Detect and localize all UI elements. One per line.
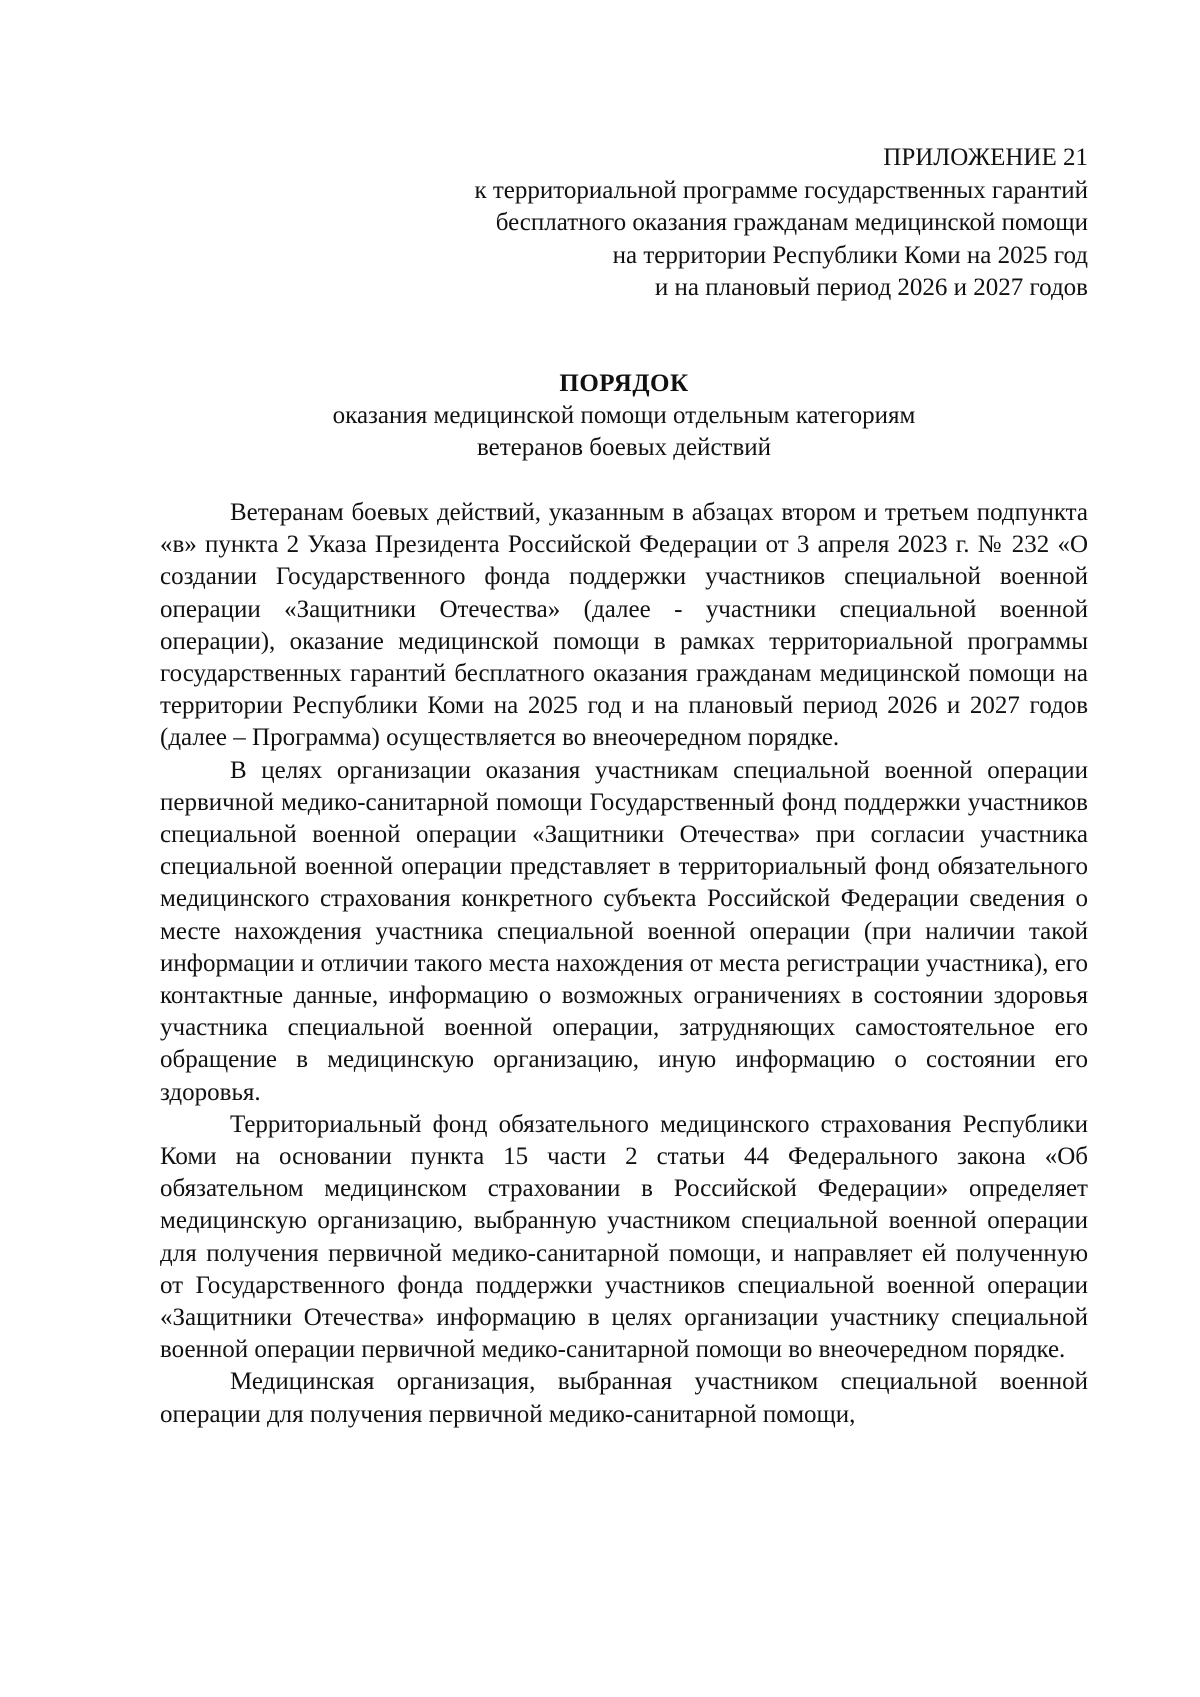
document-subtitle-line: оказания медицинской помощи отдельным категориям <box>332 402 916 429</box>
appendix-header <box>328 142 1088 305</box>
document-subtitle-line: ветеранов боевых действий <box>476 434 772 461</box>
paragraph: Ветеранам боевых действий, указанным в абзацах втором и третьем подпункта «в» пункта 2 Указа Президента Российской Федерации от 3 апреля 2023 г. № 232 «О создании Государственного фонда поддержки участников специальной военной операции «Защитники Отечества» (далее - участники специальной военной операции), оказание медицинской помощи в рамках территориальной программы государственных гарантий бесплатного оказания гражданам медицинской помощи на территории Республики Коми на 2025 год и на плановый период 2026 и 2027 годов (далее – Программа) осуществляется во внеочередном порядке. <box>160 499 1088 752</box>
document-body <box>160 497 1088 1431</box>
appendix-number: ПРИЛОЖЕНИЕ 21 <box>883 144 1088 171</box>
document-heading <box>160 368 1088 464</box>
paragraph: Медицинская организация, выбранная участником специальной военной операции для получения первичной медико-санитарной помощи, <box>160 1368 1088 1428</box>
appendix-line: на территории Республики Коми на 2025 год <box>612 241 1088 269</box>
document-title: ПОРЯДОК <box>559 370 689 397</box>
paragraph: Территориальный фонд обязательного медицинского страхования Республики Коми на основании пункта 15 части 2 статьи 44 Федерального закона «Об обязательном медицинском страховании в Российской Федерации» определяет медицинскую организацию, выбранную участником специальной военной операции для получения первичной медико-санитарной помощи, и направляет ей полученную от Государственного фонда поддержки участников специальной военной операции «Защитники Отечества» информацию в целях организации участнику специальной военной операции первичной медико-санитарной помощи во внеочередном порядке. <box>160 1110 1088 1364</box>
appendix-line: и на плановый период 2026 и 2027 годов <box>654 274 1088 301</box>
paragraph: В целях организации оказания участникам специальной военной операции первичной медико-санитарной помощи Государственный фонд поддержки участников специальной военной операции «Защитники Отечества» при согласии участника специальной военной операции представляет в территориальный фонд обязательного медицинского страхования конкретного субъекта Российской Федерации сведения о месте нахождения участника специальной военной операции (при наличии такой информации и отличии такого места нахождения от места регистрации участника), его контактные данные, информацию о возможных ограничениях в состоянии здоровья участника специальной военной операции, затрудняющих самостоятельное его обращение в медицинскую организацию, иную информацию о состоянии его здоровья. <box>160 756 1088 1106</box>
appendix-line: бесплатного оказания гражданам медицинской помощи <box>495 209 1088 236</box>
appendix-line: к территориальной программе государственных гарантий <box>474 176 1088 204</box>
